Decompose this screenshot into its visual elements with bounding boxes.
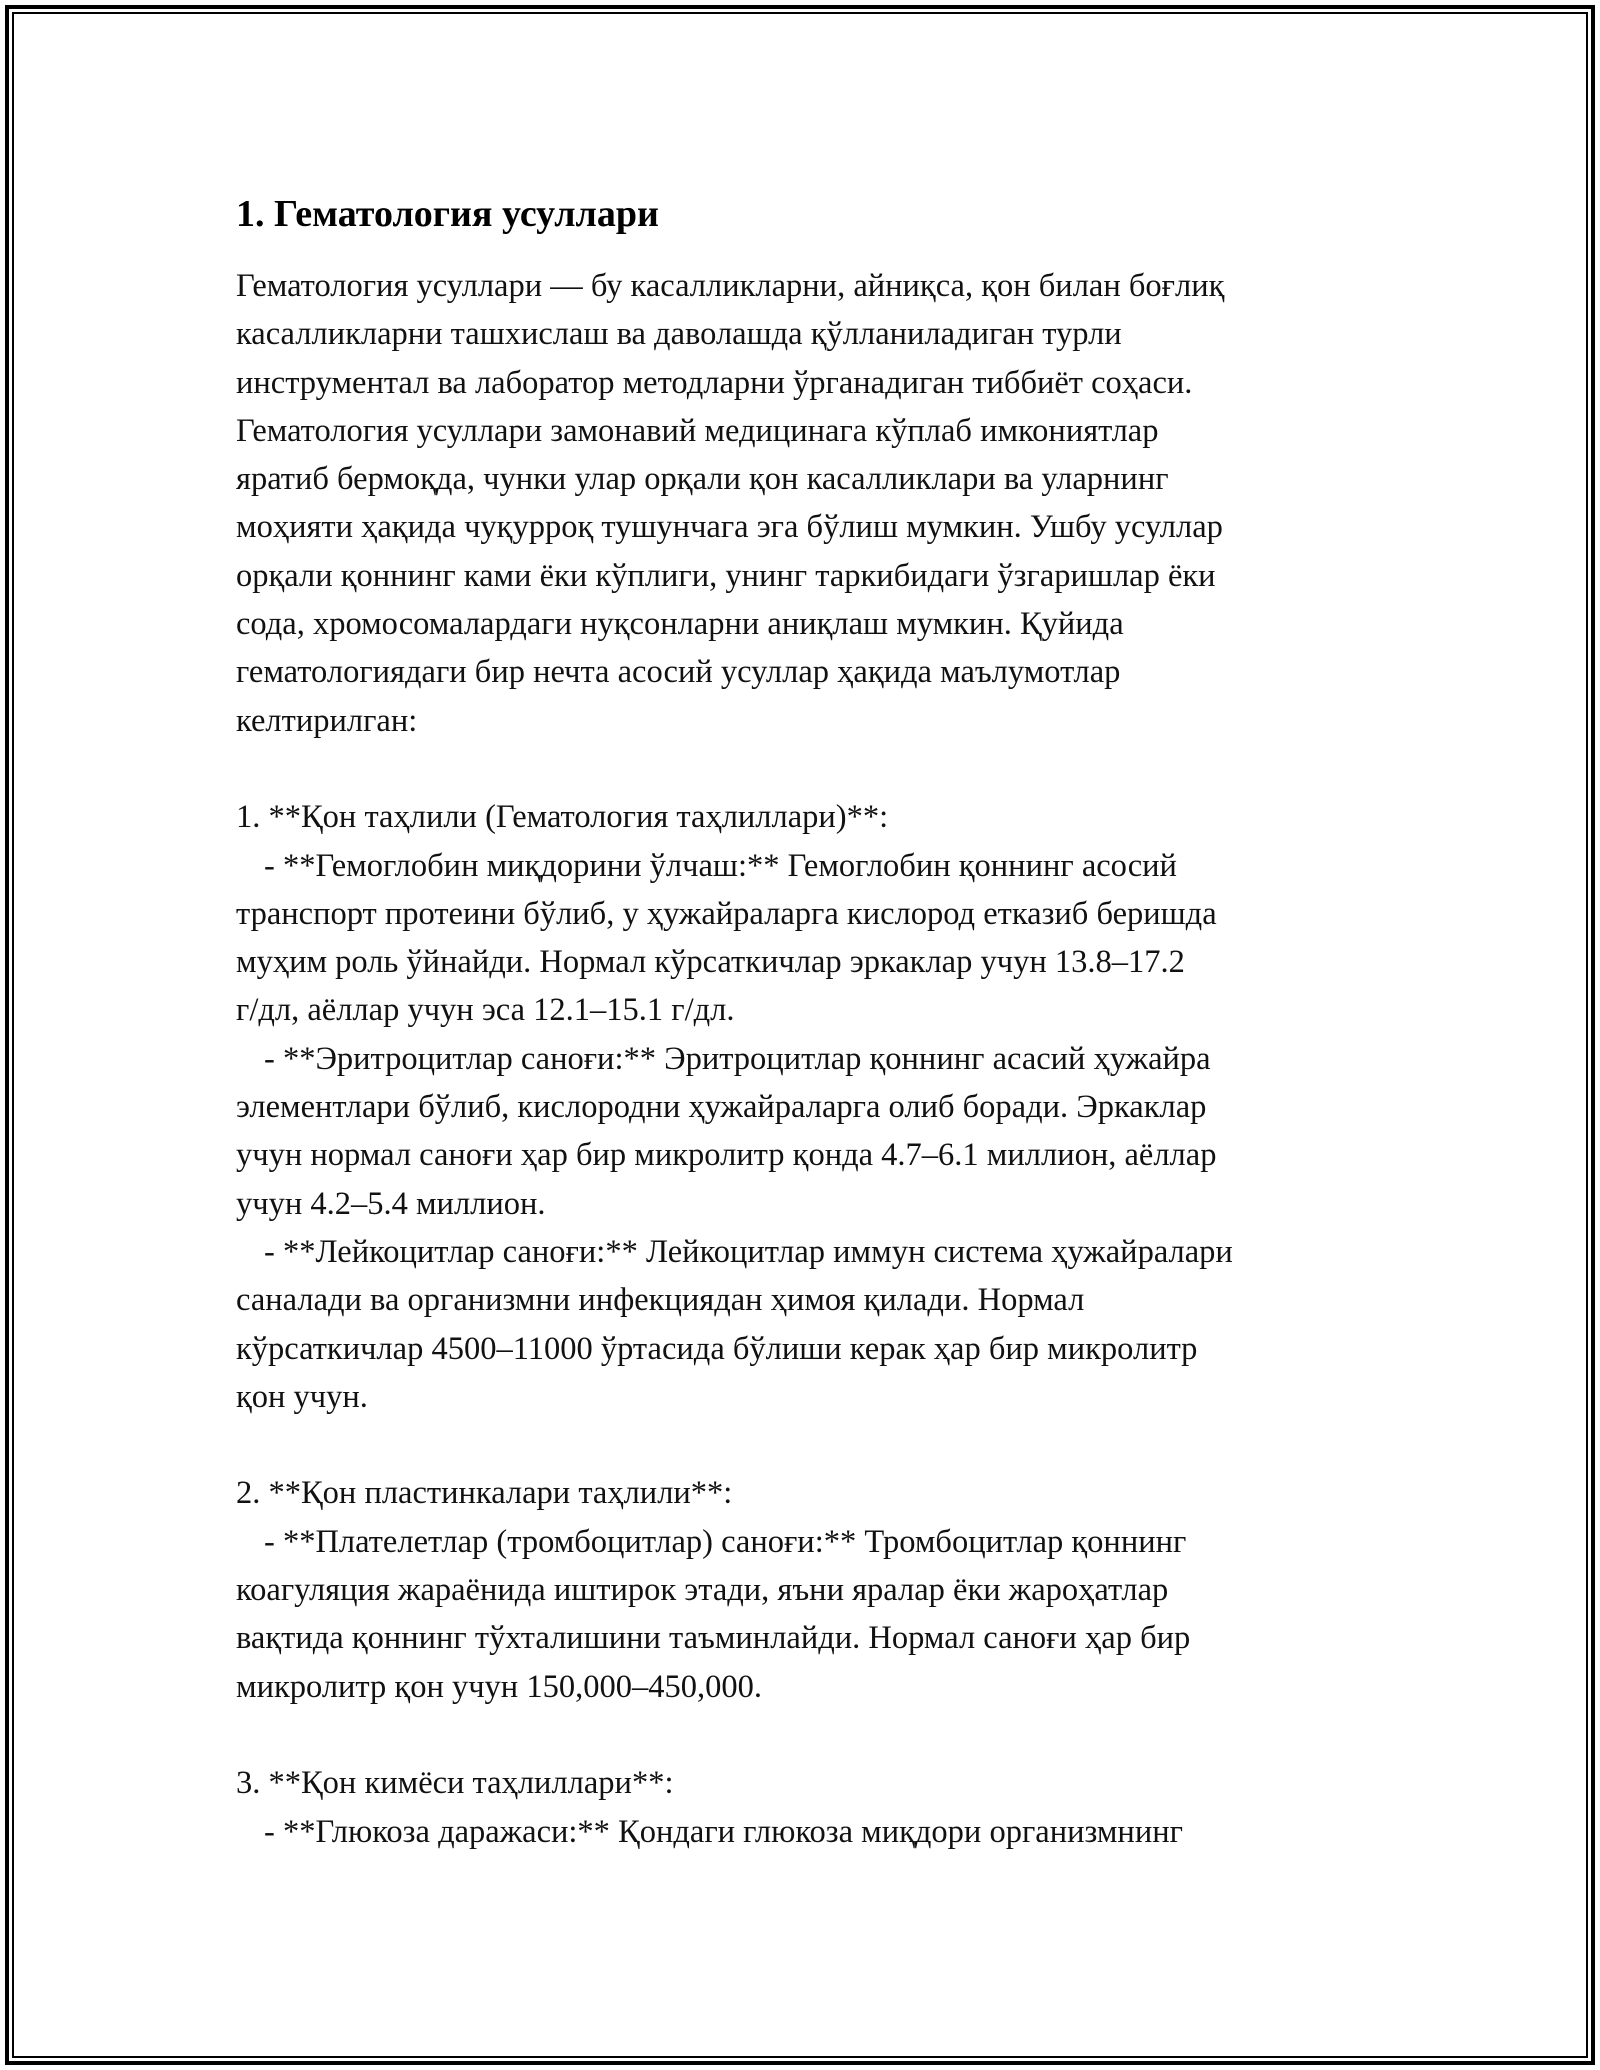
- intro-line: сода, хромосомалардаги нуқсонларни аниқлаш мумкин. Қуйида: [236, 606, 1124, 643]
- erythrocyte-item-line: учун нормал саноғи ҳар бир микролитр қонда 4.7–6.1 миллион, аёллар: [236, 1137, 1217, 1174]
- intro-line: касалликларни ташхислаш ва даволашда қўлланиладиган турли: [236, 316, 1122, 353]
- document-body: [236, 186, 1386, 1856]
- leukocyte-item-line: кўрсаткичлар 4500–11000 ўртасида бўлиши керак ҳар бир микролитр: [236, 1330, 1198, 1367]
- leukocyte-item-line: саналади ва организмни инфекциядан ҳимоя қилади. Нормал: [236, 1282, 1085, 1319]
- blank-line: [236, 1421, 1386, 1469]
- platelet-item-line: микролитр қон учун 150,000–450,000.: [236, 1668, 762, 1705]
- section-1: [236, 793, 1386, 1421]
- intro-line: гематологиядаги бир нечта асосий усуллар ҳақида маълумотлар: [236, 654, 1121, 691]
- intro-line: яратиб бермоқда, чунки улар орқали қон касалликлари ва уларнинг: [236, 461, 1169, 498]
- erythrocyte-item-line: элементлари бўлиб, кислородни ҳужайраларга олиб боради. Эркаклар: [236, 1089, 1207, 1126]
- intro-paragraph: [236, 262, 1386, 745]
- blank-line: [236, 745, 1386, 793]
- hemoglobin-item-line: транспорт протеини бўлиб, у ҳужайраларга кислород етказиб беришда: [236, 895, 1217, 932]
- platelet-item-line: вақтида қоннинг тўхталишини таъминлайди. Нормал саноғи ҳар бир: [236, 1620, 1191, 1657]
- hemoglobin-item-line: - **Гемоглобин миқдорини ўлчаш:** Гемоглобин қоннинг асосий: [264, 847, 1177, 884]
- glucose-item-line: - **Глюкоза даражаси:** Қондаги глюкоза миқдори организмнинг: [264, 1813, 1183, 1850]
- section-3: [236, 1759, 1386, 1856]
- erythrocyte-item-line: учун 4.2–5.4 миллион.: [236, 1185, 546, 1222]
- intro-line: моҳияти ҳақида чуқурроқ тушунчага эга бўлиш мумкин. Ушбу усуллар: [236, 509, 1223, 546]
- platelet-item-line: коагуляция жараёнида иштирок этади, яъни яралар ёки жароҳатлар: [236, 1572, 1169, 1609]
- intro-line: Гематология усуллари замонавий медицинага кўплаб имкониятлар: [236, 412, 1159, 449]
- platelet-item-line: - **Плателетлар (тромбоцитлар) саноғи:** Тромбоцитлар қоннинг: [264, 1523, 1187, 1560]
- section-3-title: 3. **Қон кимёси таҳлиллари**:: [236, 1765, 674, 1802]
- leukocyte-item-line: - **Лейкоцитлар саноғи:** Лейкоцитлар иммун система ҳужайралари: [264, 1233, 1233, 1270]
- intro-line: Гематология усуллари — бу касалликларни, айниқса, қон билан боғлиқ: [236, 268, 1225, 304]
- section-2-title: 2. **Қон пластинкалари таҳлили**:: [236, 1475, 733, 1512]
- section-1-title: 1. **Қон таҳлили (Гематология таҳлиллари)**:: [236, 799, 889, 836]
- leukocyte-item-line: қон учун.: [236, 1378, 368, 1415]
- intro-line: орқали қоннинг ками ёки кўплиги, унинг таркибидаги ўзгаришлар ёки: [236, 557, 1216, 594]
- section-heading: 1. Гематология усуллари: [236, 193, 659, 235]
- intro-line: инструментал ва лаборатор методларни ўрганадиган тиббиёт соҳаси.: [236, 364, 1193, 401]
- hemoglobin-item-line: г/дл, аёллар учун эса 12.1–15.1 г/дл.: [236, 992, 735, 1029]
- section-2: [236, 1469, 1386, 1710]
- erythrocyte-item-line: - **Эритроцитлар саноғи:** Эритроцитлар қоннинг асасий ҳужайра: [264, 1040, 1211, 1077]
- blank-line: [236, 1711, 1386, 1759]
- hemoglobin-item-line: муҳим роль ўйнайди. Нормал кўрсаткичлар эркаклар учун 13.8–17.2: [236, 944, 1185, 981]
- intro-line: келтирилган:: [236, 702, 418, 739]
